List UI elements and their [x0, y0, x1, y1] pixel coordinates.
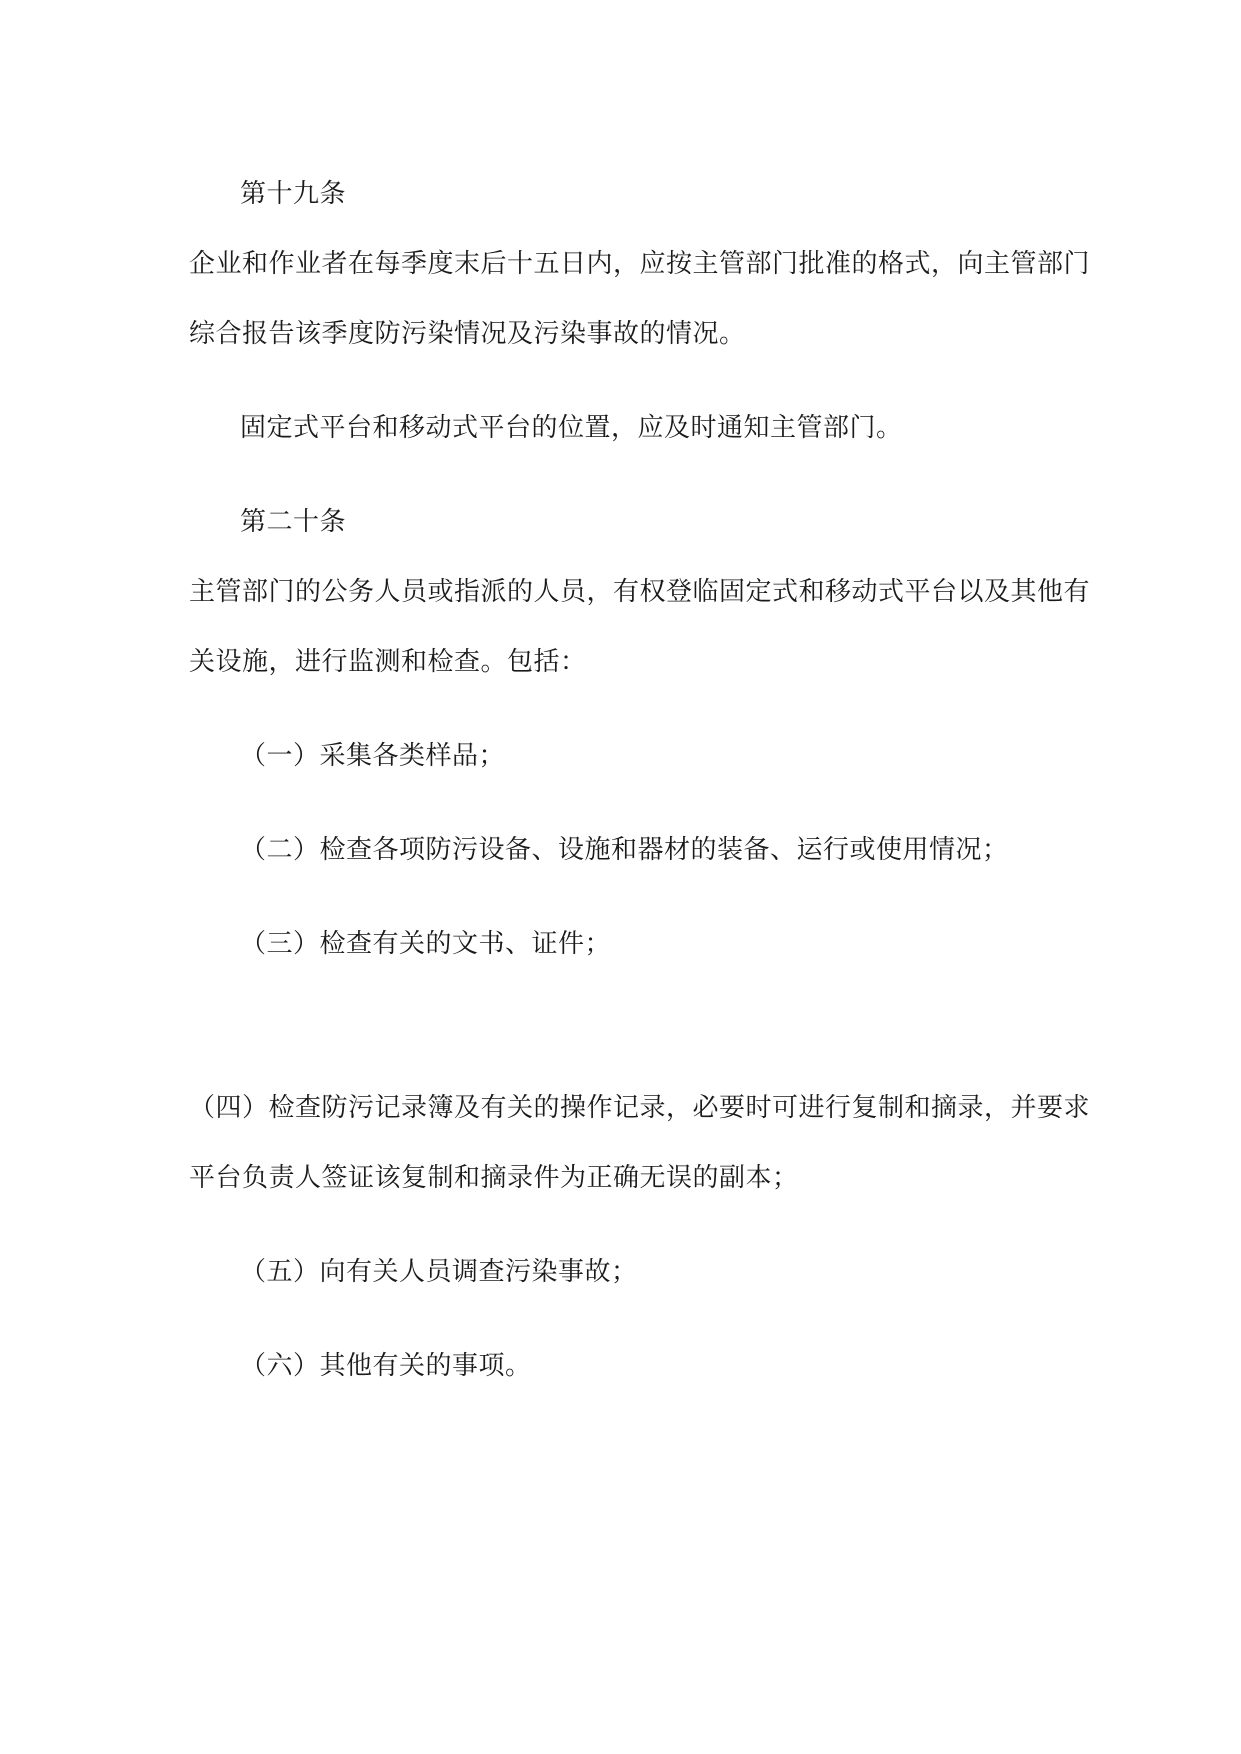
article-20-item-2: （二）检查各项防污设备、设施和器材的装备、运行或使用情况；: [240, 835, 1009, 865]
article-19-paragraph-2: 固定式平台和移动式平台的位置，应及时通知主管部门。: [240, 413, 903, 443]
article-20-item-3: （三）检查有关的文书、证件；: [240, 929, 612, 959]
article-20-text-line-1: 主管部门的公务人员或指派的人员，有权登临固定式和移动式平台以及其他有: [189, 577, 1091, 607]
article-19-text-line-2: 综合报告该季度防污染情况及污染事故的情况。: [189, 319, 746, 349]
article-20-item-4-line-2: 平台负责人签证该复制和摘录件为正确无误的副本；: [189, 1163, 799, 1193]
article-19-text-line-1: 企业和作业者在每季度末后十五日内，应按主管部门批准的格式，向主管部门: [189, 249, 1091, 279]
article-20-item-1: （一）采集各类样品；: [240, 741, 506, 771]
article-20-item-4-line-1: （四）检查防污记录簿及有关的操作记录，必要时可进行复制和摘录，并要求: [189, 1093, 1091, 1123]
article-20-text-line-2: 关设施，进行监测和检查。包括：: [189, 647, 587, 677]
article-20-heading: 第二十条: [240, 507, 347, 537]
article-20-item-5: （五）向有关人员调查污染事故；: [240, 1257, 638, 1287]
article-19-heading: 第十九条: [240, 179, 347, 209]
article-20-item-6: （六）其他有关的事项。: [240, 1351, 532, 1381]
